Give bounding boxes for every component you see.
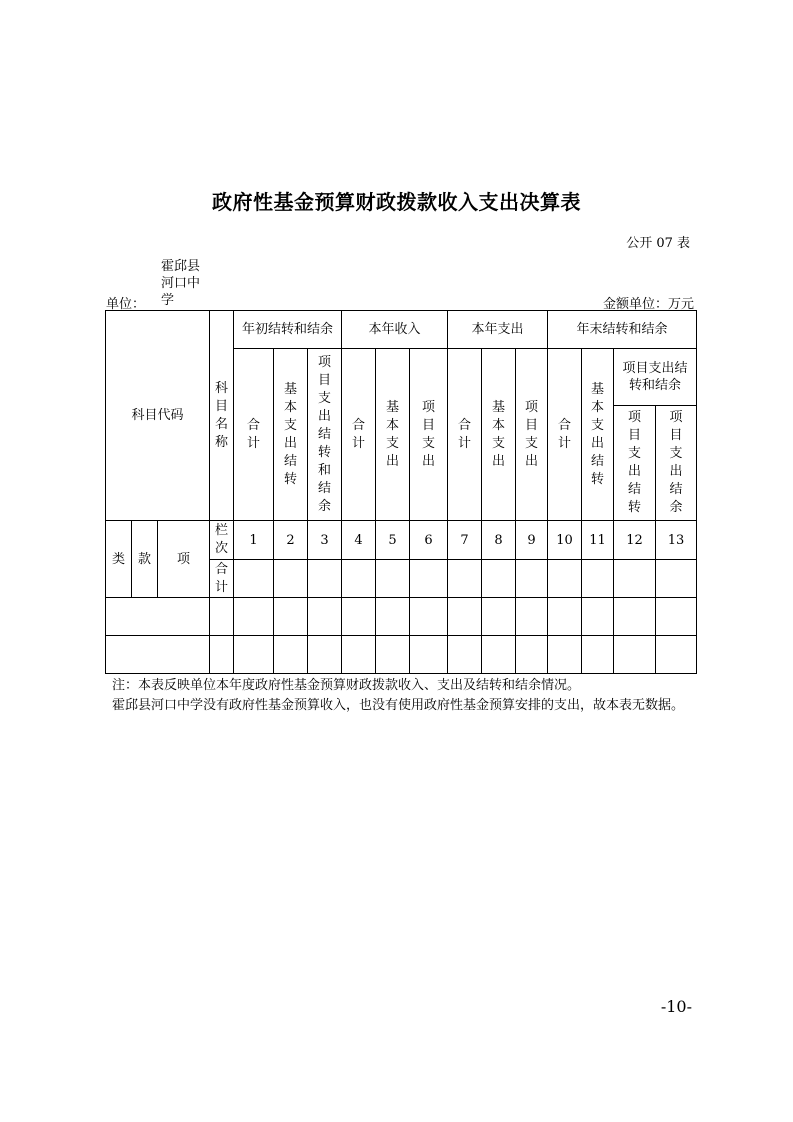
table-cell xyxy=(410,598,448,636)
unit-name-line: 学 xyxy=(161,293,175,308)
table-cell xyxy=(582,560,614,598)
table-cell xyxy=(516,636,548,674)
table-cell xyxy=(548,560,582,598)
column-number: 12 xyxy=(614,521,656,560)
note-line: 霍邱县河口中学没有政府性基金预算收入，也没有使用政府性基金预算安排的支出，故本表无数据。 xyxy=(112,698,685,713)
column-number: 9 xyxy=(516,521,548,560)
subject-code-header: 科目代码 xyxy=(106,311,210,521)
table-cell xyxy=(410,560,448,598)
table-cell xyxy=(656,636,697,674)
table-cell xyxy=(342,636,376,674)
expense-header: 本年支出 xyxy=(448,311,548,349)
table-cell xyxy=(482,636,516,674)
table-cell xyxy=(376,636,410,674)
table-cell xyxy=(210,636,234,674)
form-number: 公开 07 表 xyxy=(626,236,690,251)
closing-project-balance-header: 项目支出结余 xyxy=(656,406,697,521)
column-number: 1 xyxy=(234,521,274,560)
table-cell xyxy=(582,598,614,636)
xiang-header: 项 xyxy=(158,521,210,598)
income-header: 本年收入 xyxy=(342,311,448,349)
note-line: 注：本表反映单位本年度政府性基金预算财政拨款收入、支出及结转和结余情况。 xyxy=(112,678,581,693)
unit-label: 单位： xyxy=(106,297,146,312)
table-cell xyxy=(482,560,516,598)
column-number: 8 xyxy=(482,521,516,560)
expense-total-header: 合计 xyxy=(448,349,482,521)
column-number: 6 xyxy=(410,521,448,560)
table-cell xyxy=(516,560,548,598)
opening-balance-header: 年初结转和结余 xyxy=(234,311,342,349)
column-number: 11 xyxy=(582,521,614,560)
table-cell xyxy=(548,636,582,674)
lei-header: 类 xyxy=(106,521,132,598)
table-cell xyxy=(274,560,308,598)
expense-basic-header: 基本支出 xyxy=(482,349,516,521)
table-cell xyxy=(410,636,448,674)
table-cell xyxy=(342,598,376,636)
table-cell xyxy=(614,560,656,598)
amount-unit: 金额单位：万元 xyxy=(602,297,694,312)
table-cell xyxy=(482,598,516,636)
income-basic-header: 基本支出 xyxy=(376,349,410,521)
notes xyxy=(112,676,712,716)
table-cell xyxy=(656,598,697,636)
kuan-header: 款 xyxy=(132,521,158,598)
table-cell xyxy=(106,636,210,674)
table-cell xyxy=(448,636,482,674)
column-no-label: 栏次 xyxy=(210,521,234,560)
closing-total-header: 合计 xyxy=(548,349,582,521)
unit-name-line: 霍邱县 xyxy=(161,259,201,274)
closing-project-header: 项目支出结转和结余 xyxy=(614,349,697,406)
budget-table xyxy=(105,310,697,674)
table-cell xyxy=(234,636,274,674)
subject-name-header: 科目名称 xyxy=(210,311,234,521)
table-cell xyxy=(548,598,582,636)
table-cell xyxy=(106,598,210,636)
unit-name xyxy=(161,258,200,309)
table-cell xyxy=(308,560,342,598)
column-number: 7 xyxy=(448,521,482,560)
closing-balance-header: 年末结转和结余 xyxy=(548,311,697,349)
page-number: -10- xyxy=(660,997,692,1016)
table-cell xyxy=(656,560,697,598)
income-total-header: 合计 xyxy=(342,349,376,521)
table-cell xyxy=(274,598,308,636)
table-cell xyxy=(274,636,308,674)
unit-name-line: 河口中 xyxy=(161,276,201,291)
table-row xyxy=(106,636,697,674)
table-cell xyxy=(516,598,548,636)
page-title: 政府性基金预算财政拨款收入支出决算表 xyxy=(212,190,581,214)
total-row-label: 合计 xyxy=(210,560,234,598)
table-cell xyxy=(448,560,482,598)
column-number: 4 xyxy=(342,521,376,560)
table-cell xyxy=(448,598,482,636)
table-cell xyxy=(234,560,274,598)
table-cell xyxy=(308,636,342,674)
table-cell xyxy=(210,598,234,636)
expense-project-header: 项目支出 xyxy=(516,349,548,521)
opening-basic-header: 基本支出结转 xyxy=(274,349,308,521)
column-number: 13 xyxy=(656,521,697,560)
closing-basic-header: 基本支出结转 xyxy=(582,349,614,521)
table-cell xyxy=(342,560,376,598)
column-number: 5 xyxy=(376,521,410,560)
column-number: 10 xyxy=(548,521,582,560)
column-number: 2 xyxy=(274,521,308,560)
table-cell xyxy=(614,598,656,636)
closing-project-carry-header: 项目支出结转 xyxy=(614,406,656,521)
table-cell xyxy=(376,560,410,598)
table-cell xyxy=(614,636,656,674)
opening-project-header: 项目支出结转和结余 xyxy=(308,349,342,521)
table-cell xyxy=(234,598,274,636)
table-cell xyxy=(582,636,614,674)
column-number: 3 xyxy=(308,521,342,560)
table-cell xyxy=(308,598,342,636)
table-cell xyxy=(376,598,410,636)
table-row xyxy=(106,598,697,636)
opening-total-header: 合计 xyxy=(234,349,274,521)
income-project-header: 项目支出 xyxy=(410,349,448,521)
